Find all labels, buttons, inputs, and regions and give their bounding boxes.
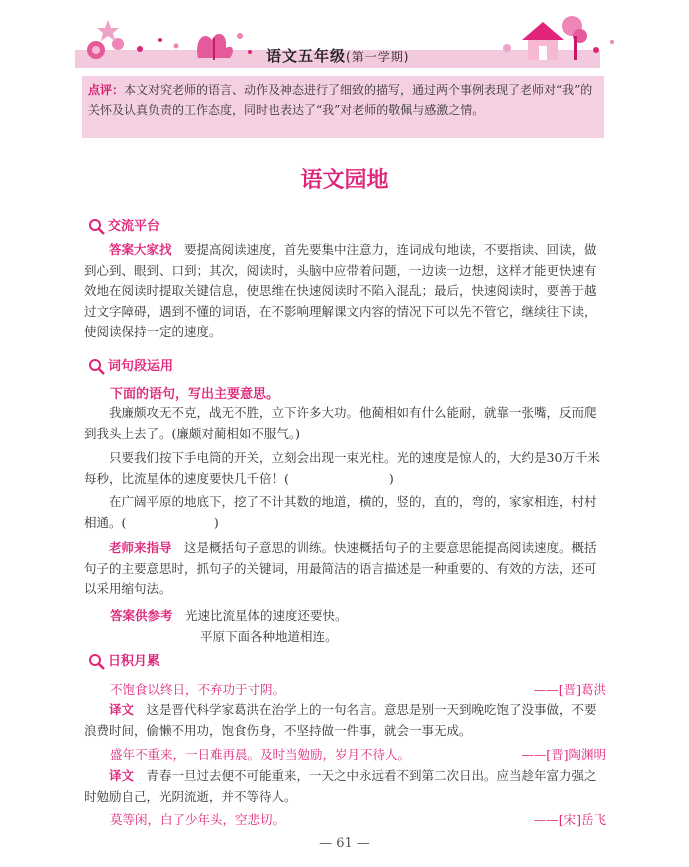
translation-text-2: 青春一旦过去便不可能重来，一天之中永远看不到第二次日出。应当趁年富力强之时勉励自己，光阴流逝，并不等待人。 bbox=[84, 768, 597, 804]
quote-3: 莫等闲，白了少年头，空悲切。 bbox=[110, 812, 286, 827]
book-title-sub: (第一学期) bbox=[346, 50, 410, 64]
book-title bbox=[266, 45, 409, 66]
comment-text: 本文对究老师的语言、动作及神态进行了细致的描写，通过两个事例表现了老师对“我”的关怀及认真负责的工作态度，同时也表达了“我”对老师的敬佩与感激之情。 bbox=[88, 83, 593, 117]
teacher-label: 老师来指导 bbox=[109, 540, 172, 555]
words-task: 下面的语句，写出主要意思。 bbox=[110, 387, 280, 402]
translation-label-2: 译文 bbox=[109, 768, 135, 783]
reference-label: 答案供参考 bbox=[110, 608, 173, 623]
answer-label: 答案大家找 bbox=[109, 242, 172, 257]
heading-daily-label: 日积月累 bbox=[108, 654, 161, 669]
comment-label: 点评： bbox=[88, 83, 125, 97]
quote-1-author: ——[晋]葛洪 bbox=[533, 682, 606, 697]
reference-answer-2: 平原下面各种地道相连。 bbox=[200, 629, 338, 644]
magnifier-icon bbox=[88, 653, 106, 671]
translation-2 bbox=[84, 766, 604, 807]
section-title: 语文园地 bbox=[300, 168, 389, 193]
heading-daily bbox=[88, 652, 160, 672]
answer-text: 要提高阅读速度，首先要集中注意力，连词成句地读，不要指读、回读，做到心到、眼到、口到；其次，阅读时，头脑中应带着问题，一边读一边想，这样才能更快速有效地在阅读时提取关键信息，使思维在快速阅读时不陷入混乱；最后，快速阅读时，要善于越过文字障碍，遇到不懂的词语，在不影响理解课文内容的情况下可以先不管它，继续往下读，使阅读保持一定的速度。 bbox=[84, 242, 597, 339]
translation-label-1: 译文 bbox=[109, 702, 135, 717]
magnifier-icon bbox=[88, 358, 106, 376]
heading-exchange bbox=[88, 217, 160, 237]
sentence-1: 我廉颇攻无不克，战无不胜，立下许多大功。他蔺相如有什么能耐，就靠一张嘴，反而爬到我头上去了。(廉颇对蔺相如不服气。) bbox=[84, 405, 597, 441]
heading-exchange-label: 交流平台 bbox=[108, 219, 161, 234]
quote-2: 盛年不重来，一日难再晨。及时当勉励，岁月不待人。 bbox=[110, 747, 411, 762]
sentence-2: 只要我们按下手电筒的开关，立刻会出现一束光柱。光的速度是惊人的，大约是30万千米每秒，比流星体的速度要快几千倍！( ) bbox=[84, 450, 600, 486]
reference-answer-1 bbox=[110, 606, 348, 624]
comment-box bbox=[82, 76, 604, 138]
quote-3-author: ——[宋]岳飞 bbox=[533, 812, 606, 827]
quote-2-author: ——[晋]陶渊明 bbox=[521, 747, 606, 762]
teacher-text: 这是概括句子意思的训练。快速概括句子的主要意思能提高阅读速度。概括句子的主要意思时，抓句子的关键词，用最简洁的语言描述是一种重要的、有效的方法，还可以采用缩句法。 bbox=[84, 540, 597, 596]
heading-words bbox=[88, 357, 173, 377]
teacher-paragraph bbox=[84, 538, 604, 600]
quote-1: 不饱食以终日，不弃功于寸阴。 bbox=[110, 682, 286, 697]
book-title-main: 语文五年级 bbox=[266, 47, 347, 65]
translation-1 bbox=[84, 700, 604, 741]
page-header bbox=[0, 0, 689, 70]
magnifier-icon bbox=[88, 218, 106, 236]
heading-words-label: 词句段运用 bbox=[108, 359, 174, 374]
page-number: — 61 — bbox=[319, 836, 370, 851]
sentence-3: 在广阔平原的地底下，挖了不计其数的地道，横的，竖的，直的，弯的，家家相连，村村相通。( ) bbox=[84, 494, 597, 530]
exchange-paragraph bbox=[84, 240, 604, 343]
translation-text-1: 这是晋代科学家葛洪在治学上的一句名言。意思是别一天到晚吃饱了没事做，不要浪费时间，偷懒不用功，饱食伤身，不坚持做一件事，就会一事无成。 bbox=[84, 702, 597, 738]
reference-text-1: 光速比流星体的速度还要快。 bbox=[185, 608, 348, 623]
